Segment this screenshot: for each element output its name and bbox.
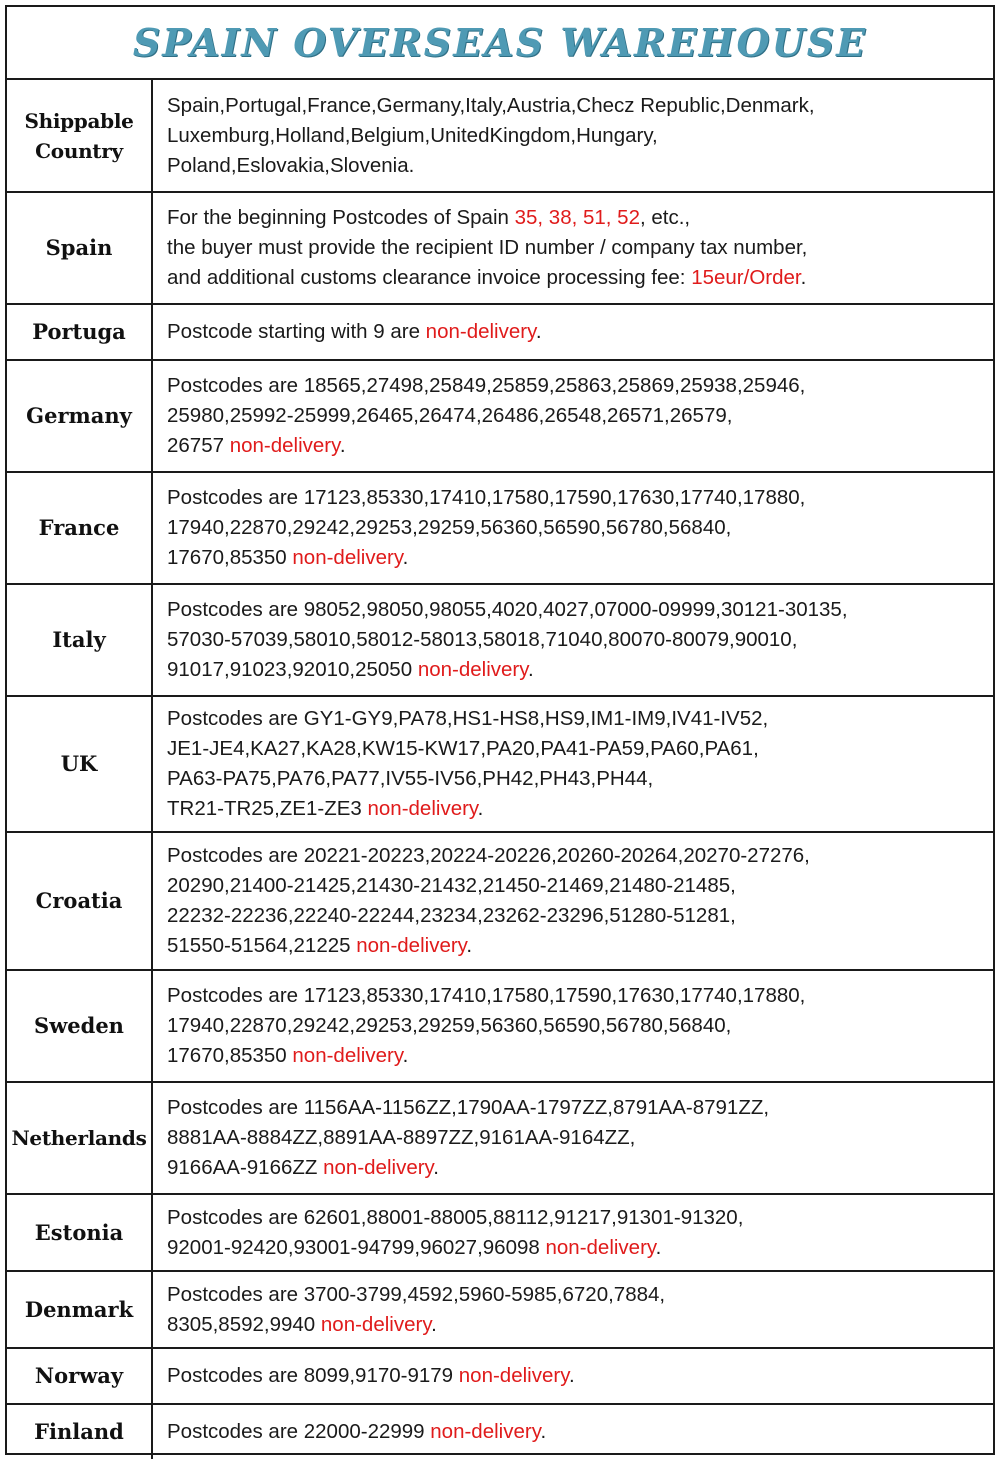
table-row [7,584,993,696]
detail-text: Postcodes are 17123,85330,17410,17580,17590,17630,17740,17880, 17940,22870,29242,29253,29259,56360,56590,56780,56840, 17670,85350 [167,486,806,569]
detail-cell [152,832,993,970]
detail-text: . [540,1420,547,1443]
country-cell: Estonia [7,1194,152,1271]
detail-text: , etc., the buyer must provide the recipient ID number / company tax number, and additional customs clearance invoice processing fee: [167,206,808,289]
detail-cell [152,192,993,304]
table-row [7,192,993,304]
country-cell: Norway [7,1348,152,1404]
detail-text: For the beginning Postcodes of Spain [167,206,515,229]
highlight-text: non-delivery [430,1420,541,1443]
country-cell: Italy [7,584,152,696]
country-cell: Netherlands [7,1082,152,1194]
detail-text: Postcodes are 22000-22999 [167,1420,431,1443]
detail-text: . [466,934,473,957]
highlight-text: non-delivery [545,1235,656,1259]
detail-text: . [535,320,542,343]
delivery-table-body [7,80,993,1459]
detail-text: . [477,797,484,820]
country-cell: Sweden [7,970,152,1082]
delivery-table [7,80,993,1459]
table-row [7,80,993,192]
highlight-text: non-delivery [292,1044,403,1067]
country-cell: Shippable Country [7,80,152,192]
detail-text: Postcodes are 62601,88001-88005,88112,91217,91301-91320, 92001-92420,93001-94799,96027,96098 [167,1205,744,1259]
detail-text: Postcodes are GY1-GY9,PA78,HS1-HS8,HS9,IM1-IM9,IV41-IV52, JE1-JE4,KA27,KA28,KW15-KW17,PA20,PA41-PA59,PA60,PA61, PA63-PA75,PA76,PA77,IV55-IV56,PH42,PH43,PH44, TR21-TR25,ZE1-ZE3 [167,707,769,820]
table-row [7,360,993,472]
detail-cell [152,1271,993,1348]
detail-text: . [402,1044,409,1067]
country-cell: Denmark [7,1271,152,1348]
table-row [7,1348,993,1404]
table-row [7,696,993,832]
detail-text: Postcodes are 17123,85330,17410,17580,17590,17630,17740,17880, 17940,22870,29242,29253,29259,56360,56590,56780,56840, 17670,85350 [167,984,806,1067]
detail-text: . [433,1156,439,1179]
highlight-text: non-delivery [367,797,478,820]
detail-text: . [527,658,534,681]
highlight-text: non-delivery [417,658,528,681]
detail-cell [152,80,993,192]
detail-cell [152,472,993,584]
detail-text: Postcodes are 3700-3799,4592,5960-5985,6720,7884, 8305,8592,9940 [167,1282,666,1336]
country-cell: Croatia [7,832,152,970]
detail-text: Postcodes are 18565,27498,25849,25859,25863,25869,25938,25946, 25980,25992-25999,26465,26474,26486,26548,26571,26579, 26757 [167,374,806,457]
highlight-text: non-delivery [323,1156,434,1179]
highlight-text: non-delivery [229,434,340,457]
detail-text: Postcodes are 8099,9170-9179 [167,1364,459,1387]
detail-cell [152,1404,993,1459]
country-cell: UK [7,696,152,832]
highlight-text: non-delivery [320,1312,432,1336]
detail-text: . [431,1312,437,1336]
country-cell: France [7,472,152,584]
table-row [7,970,993,1082]
detail-text: . [568,1364,575,1387]
detail-cell [152,304,993,360]
detail-cell [152,1194,993,1271]
highlight-text: non-delivery [292,546,403,569]
detail-text: . [800,266,807,289]
detail-cell [152,584,993,696]
table-row [7,1404,993,1459]
detail-text: Postcodes are 98052,98050,98055,4020,4027,07000-09999,30121-30135, 57030-57039,58010,58012-58013,58018,71040,80070-80079,90010, 91017,91023,92010,25050 [167,598,848,681]
highlight-text: 35, 38, 51, 52 [514,206,640,229]
detail-text: . [655,1235,662,1259]
detail-cell [152,360,993,472]
detail-cell [152,1348,993,1404]
highlight-text: non-delivery [425,320,536,343]
highlight-text: non-delivery [356,934,467,957]
title-row [7,7,993,80]
country-cell: Germany [7,360,152,472]
country-cell: Portuga [7,304,152,360]
detail-cell [152,696,993,832]
table-row [7,832,993,970]
detail-text: . [339,434,346,457]
detail-text: Postcodes are 20221-20223,20224-20226,20260-20264,20270-27276, 20290,21400-21425,21430-21432,21450-21469,21480-21485, 22232-22236,22240-22244,23234,23262-23296,51280-51281, 51550-51564,21225 [167,844,810,957]
highlight-text: non-delivery [458,1364,569,1387]
table-row [7,1082,993,1194]
detail-text: Postcode starting with 9 are [167,320,426,343]
highlight-text: 15eur/Order [691,266,801,289]
detail-text: Spain,Portugal,France,Germany,Italy,Austria,Checz Republic,Denmark, Luxemburg,Holland,Belgium,UnitedKingdom,Hungary, Poland,Eslovakia,Slovenia. [167,93,815,177]
warehouse-sheet [5,5,995,1455]
table-row [7,1271,993,1348]
table-row [7,472,993,584]
detail-text: . [402,546,409,569]
detail-text: Postcodes are 1156AA-1156ZZ,1790AA-1797ZZ,8791AA-8791ZZ, 8881AA-8884ZZ,8891AA-8897ZZ,9161AA-9164ZZ, 9166AA-9166ZZ [167,1096,770,1179]
country-cell: Finland [7,1404,152,1459]
page-title: SPAIN OVERSEAS WAREHOUSE [132,20,868,65]
table-row [7,304,993,360]
table-row [7,1194,993,1271]
country-cell: Spain [7,192,152,304]
detail-cell [152,970,993,1082]
detail-cell [152,1082,993,1194]
